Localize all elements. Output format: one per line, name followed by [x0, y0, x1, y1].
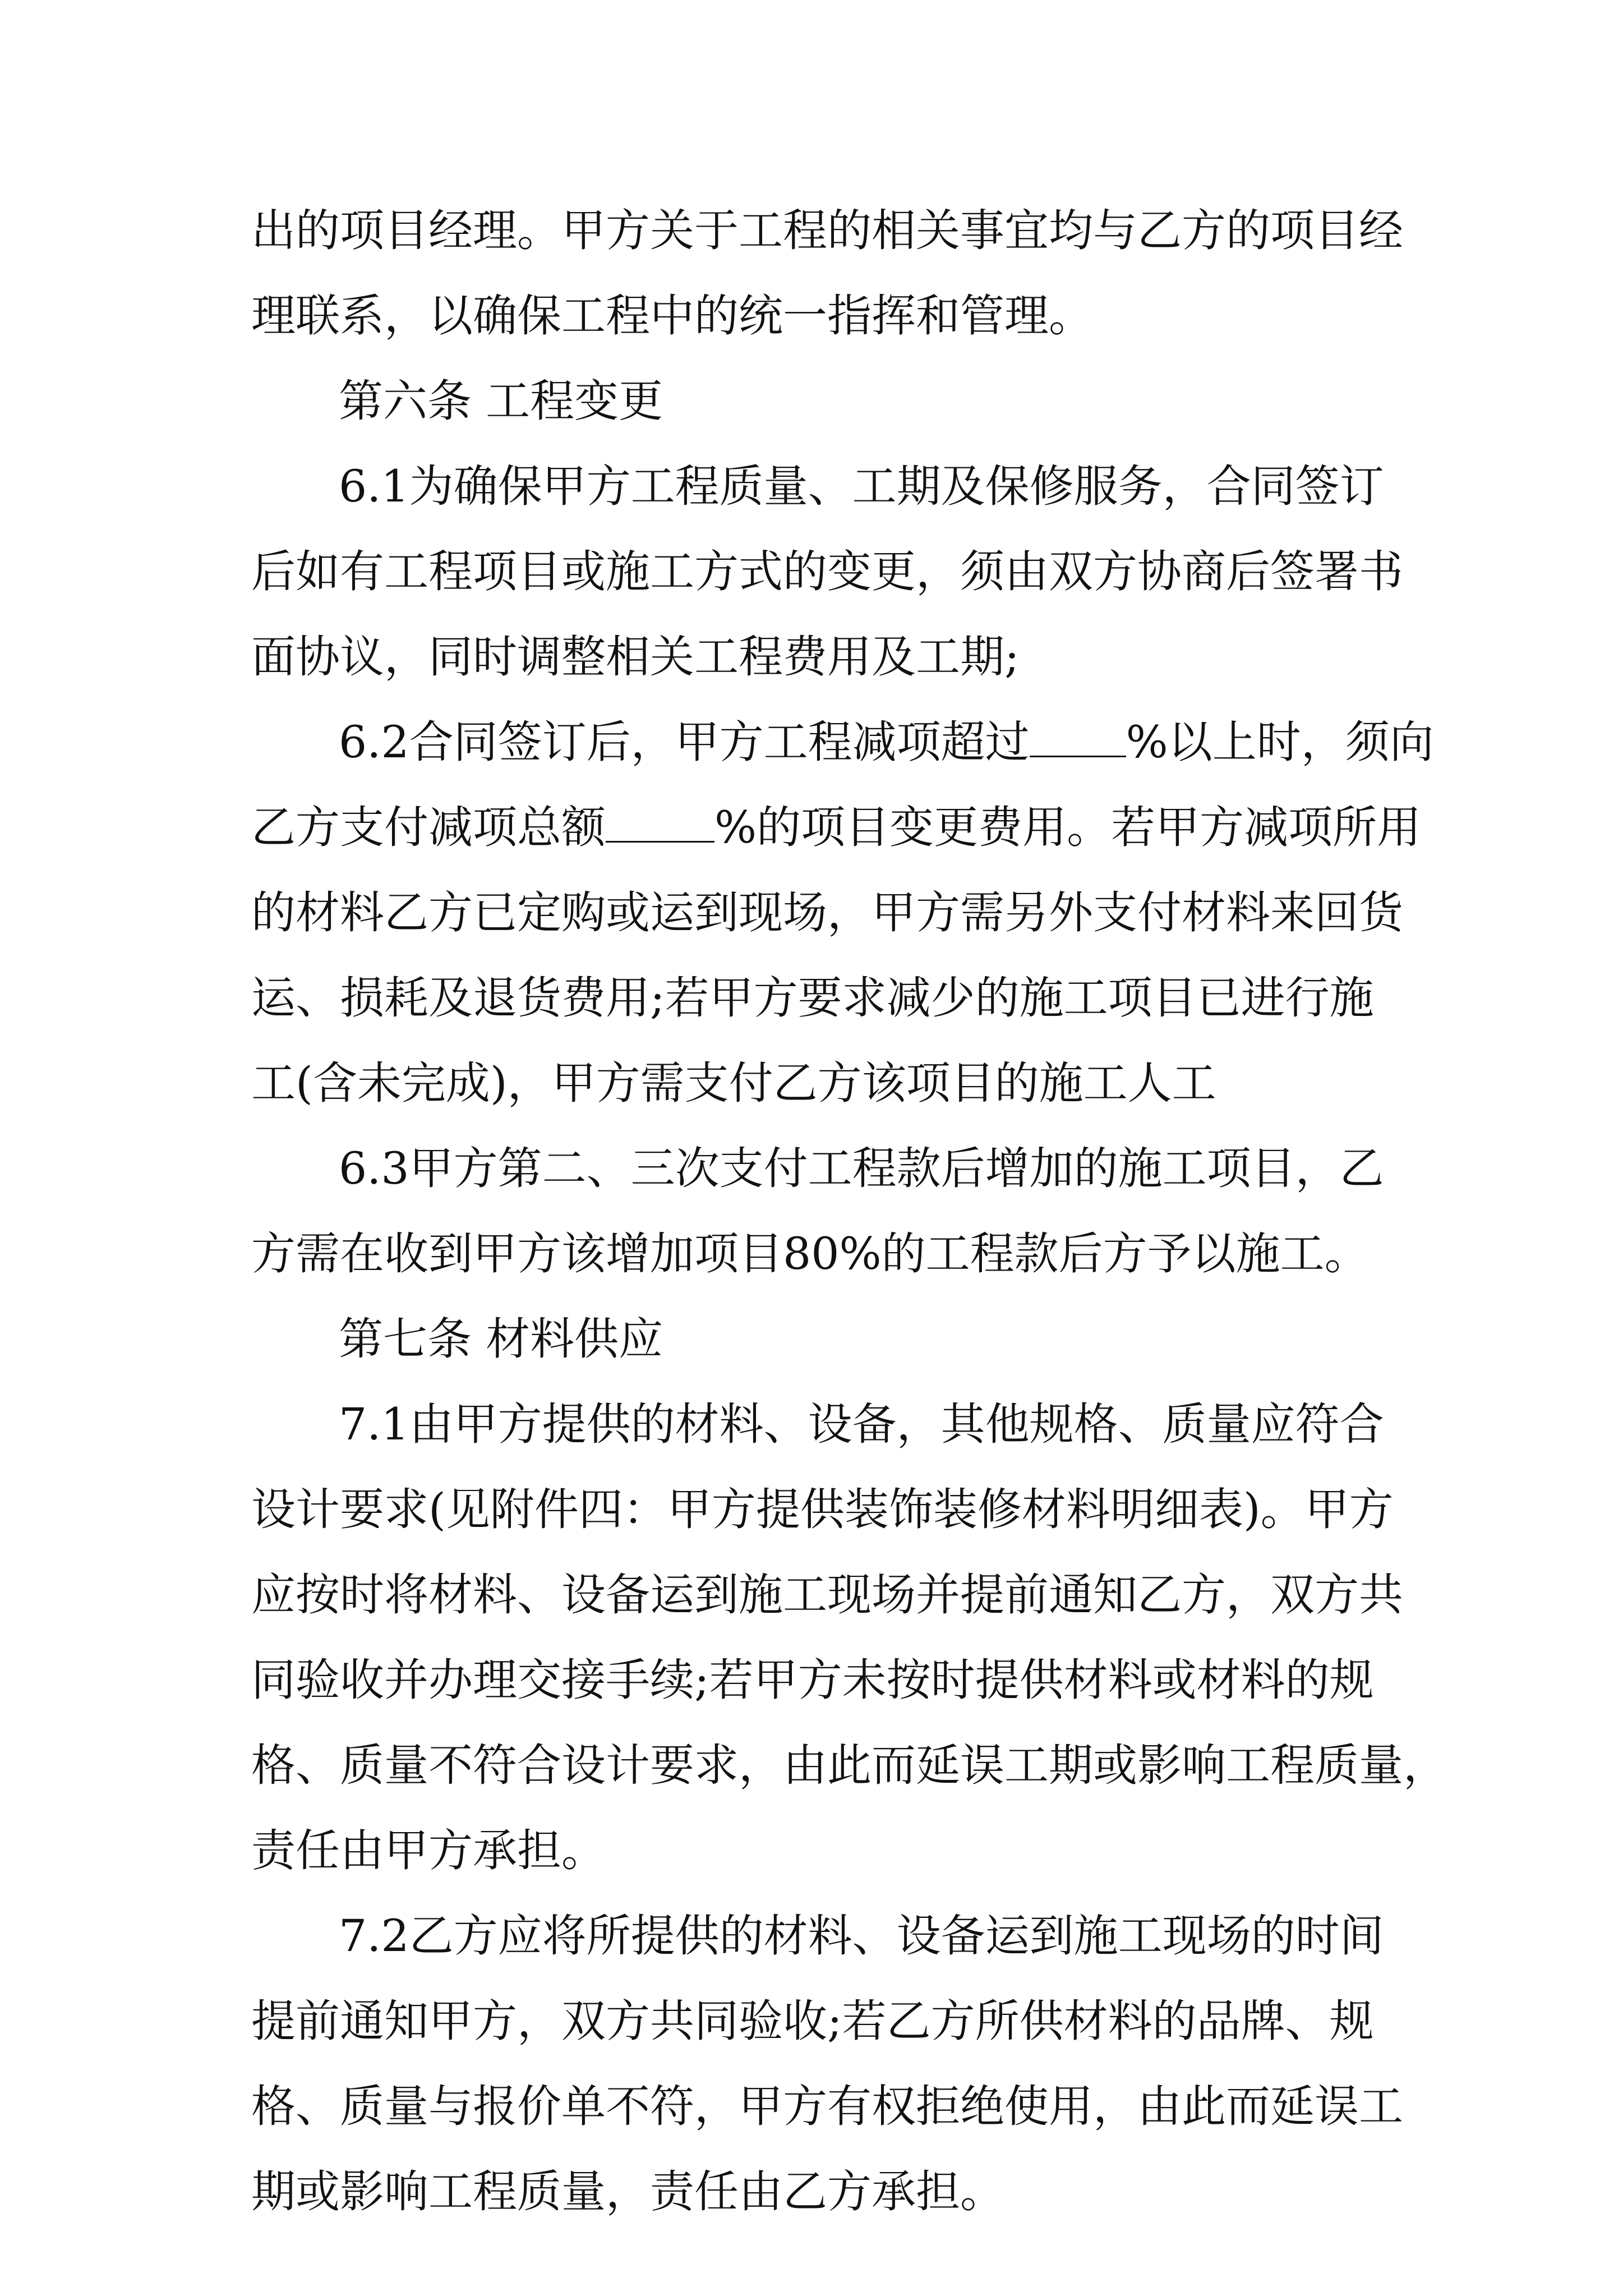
text-segment: %的项目变更费用。若甲方减项所用 — [714, 802, 1422, 853]
text-segment: 乙方支付减项总额 — [251, 802, 606, 853]
text-line — [251, 785, 1422, 870]
text-line: 方需在收到甲方该增加项目80%的工程款后方予以施工。 — [251, 1228, 1369, 1280]
text-line: 7.1由甲方提供的材料、设备，其他规格、质量应符合 — [339, 1398, 1384, 1450]
text-line: 责任由甲方承担。 — [251, 1825, 606, 1876]
text-line: 提前通知甲方，双方共同验收;若乙方所供材料的品牌、规 — [251, 1995, 1374, 2047]
text-line: 格、质量与报价单不符，甲方有权拒绝使用，由此而延误工 — [251, 2081, 1403, 2132]
text-segment: %以上时，须向 — [1126, 716, 1434, 768]
text-line: 设计要求(见附件四：甲方提供装饰装修材料明细表)。甲方 — [251, 1484, 1394, 1535]
text-line: 运、损耗及退货费用;若甲方要求减少的施工项目已进行施 — [251, 972, 1374, 1024]
text-line: 应按时将材料、设备运到施工现场并提前通知乙方，双方共 — [251, 1569, 1403, 1621]
text-line: 6.3甲方第二、三次支付工程款后增加的施工项目，乙 — [339, 1143, 1384, 1194]
text-line: 期或影响工程质量，责任由乙方承担。 — [251, 2166, 1004, 2217]
section-heading: 第六条 工程变更 — [339, 375, 663, 427]
text-line: 格、质量不符合设计要求，由此而延误工期或影响工程质量， — [251, 1740, 1447, 1791]
text-line — [251, 700, 1434, 785]
text-segment: 6.2合同签订后，甲方工程减项超过 — [339, 716, 1030, 768]
fill-in-blank — [1030, 719, 1126, 757]
text-line: 7.2乙方应将所提供的材料、设备运到施工现场的时间 — [339, 1910, 1384, 1962]
text-line: 的材料乙方已定购或运到现场，甲方需另外支付材料来回货 — [251, 887, 1403, 938]
text-line: 6.1为确保甲方工程质量、工期及保修服务，合同签订 — [339, 461, 1384, 512]
text-line: 后如有工程项目或施工方式的变更，须由双方协商后签署书 — [251, 546, 1403, 597]
document-page — [251, 188, 1447, 2234]
fill-in-blank — [606, 804, 714, 843]
text-line: 出的项目经理。甲方关于工程的相关事宜均与乙方的项目经 — [251, 205, 1403, 256]
text-line: 面协议，同时调整相关工程费用及工期; — [251, 631, 1020, 683]
text-line: 理联系，以确保工程中的统一指挥和管理。 — [251, 290, 1093, 342]
text-line: 工(含未完成)，甲方需支付乙方该项目的施工人工 — [251, 1057, 1216, 1109]
section-heading: 第七条 材料供应 — [339, 1313, 663, 1365]
text-line: 同验收并办理交接手续;若甲方未按时提供材料或材料的规 — [251, 1654, 1374, 1706]
